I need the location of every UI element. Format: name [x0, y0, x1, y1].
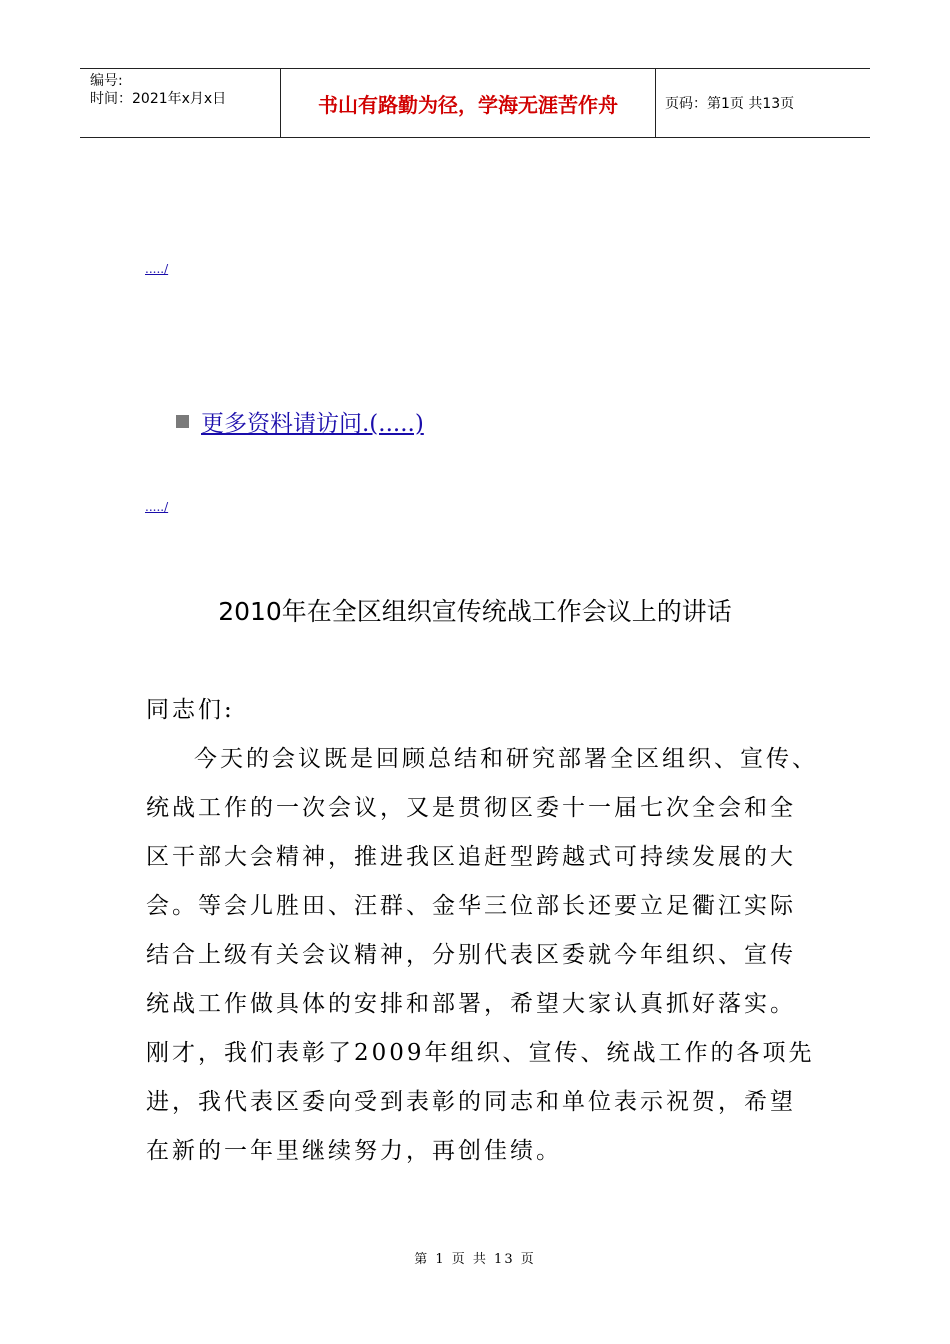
body-line: 统战工作的一次会议，又是贯彻区委十一届七次全会和全: [146, 795, 796, 821]
salutation: 同志们:: [146, 697, 235, 723]
header-motto: 书山有路勤为径，学海无涯苦作舟: [280, 69, 656, 137]
body-line: 会。等会儿胜田、汪群、金华三位部长还要立足衢江实际: [146, 893, 796, 919]
page-footer: 第 1 页 共 13 页: [414, 1252, 536, 1267]
top-link[interactable]: ...../: [145, 262, 169, 276]
body-line: 刚才，我们表彰了2009年组织、宣传、统战工作的各项先: [146, 1040, 815, 1066]
body-line: 在新的一年里继续努力，再创佳绩。: [146, 1138, 562, 1164]
body-line: 进，我代表区委向受到表彰的同志和单位表示祝贺，希望: [146, 1089, 796, 1115]
header-meta: [80, 69, 280, 137]
body-line: 区干部大会精神，推进我区追赶型跨越式可持续发展的大: [146, 844, 796, 870]
body-line: 统战工作做具体的安排和部署，希望大家认真抓好落实。: [146, 991, 796, 1017]
document-title: 2010年在全区组织宣传统战工作会议上的讲话: [218, 597, 732, 626]
body-line: 今天的会议既是回顾总结和研究部署全区组织、宣传、: [194, 746, 818, 772]
more-resources-link[interactable]: 更多资料请访问.(.....): [201, 411, 424, 437]
header-page-info: 页码：第1页 共13页: [665, 96, 795, 112]
time-label: 时间：2021年x月x日: [90, 91, 227, 107]
body-line: 结合上级有关会议精神，分别代表区委就今年组织、宣传: [146, 942, 796, 968]
square-bullet-icon: [176, 415, 189, 428]
bottom-link[interactable]: ...../: [145, 500, 169, 514]
document-header: [80, 68, 870, 138]
number-label: 编号:: [90, 73, 123, 89]
more-resources: [176, 405, 424, 438]
document-body: [146, 686, 836, 1176]
